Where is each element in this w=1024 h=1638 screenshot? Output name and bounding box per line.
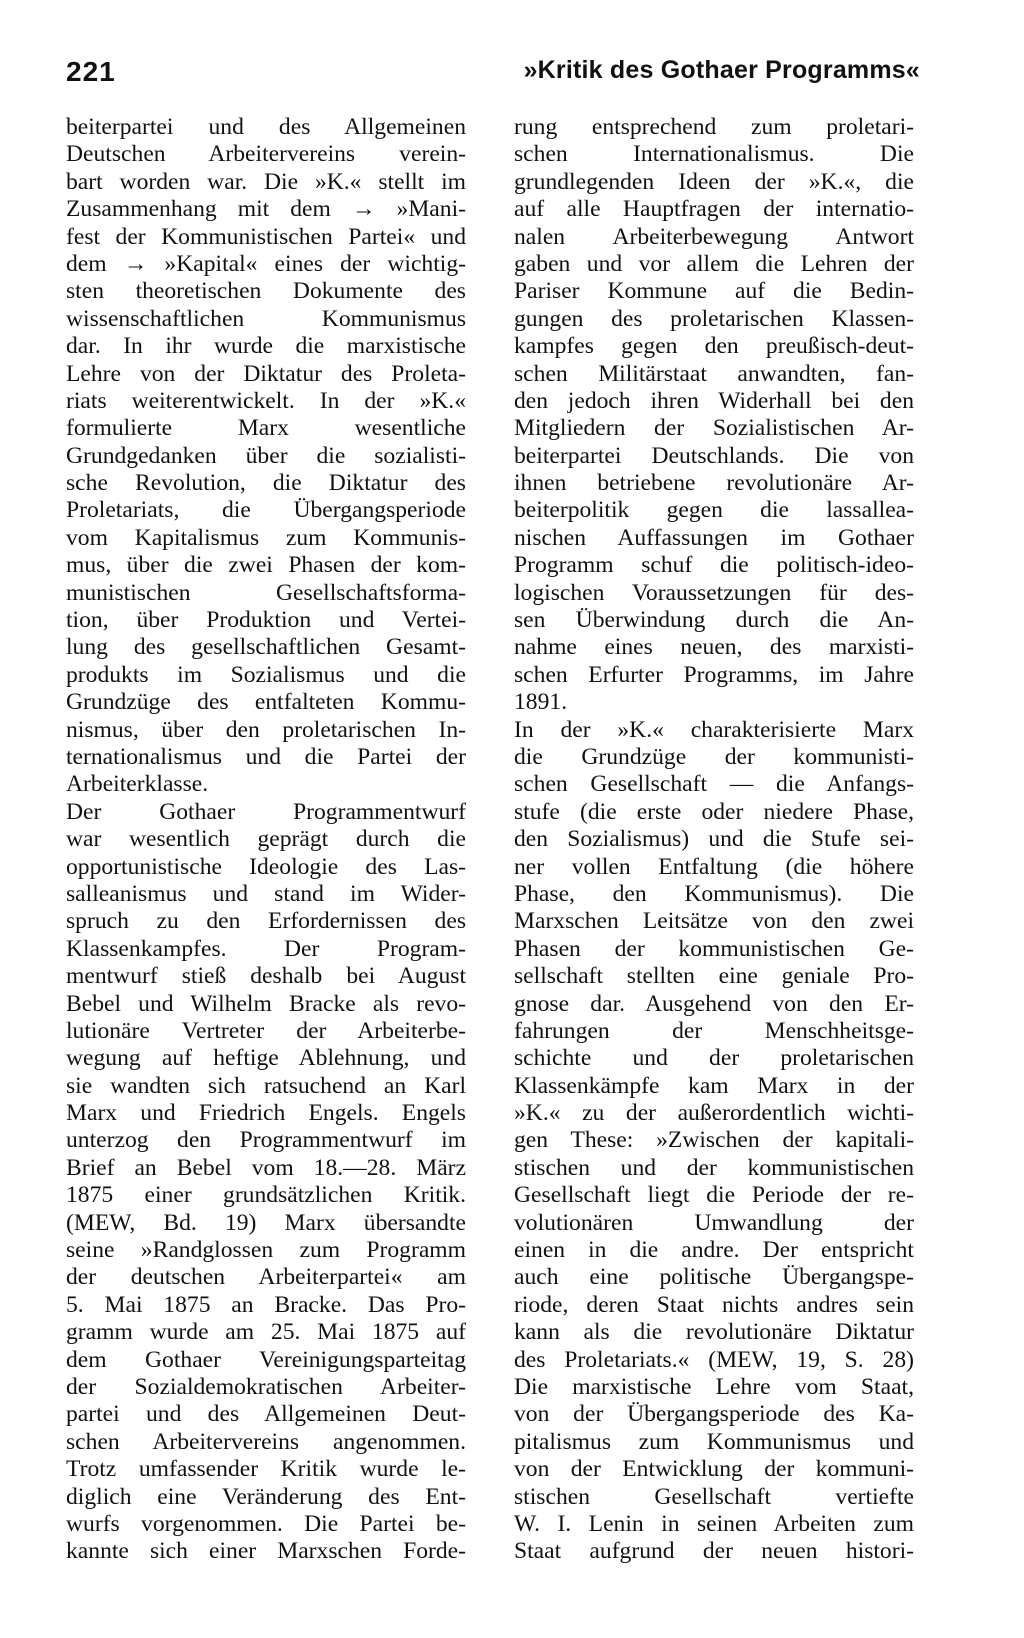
text-line: einen in die andre. Der entspricht bbox=[514, 1237, 914, 1264]
text-line: Phasen der kommunistischen Ge- bbox=[514, 935, 914, 962]
text-line: Arbeiterklasse. bbox=[66, 771, 209, 798]
text-line: In der »K.« charakterisierte Marx bbox=[514, 716, 914, 743]
text-line: wegung auf heftige Ablehnung, und bbox=[66, 1045, 466, 1072]
text-line: Der Gothaer Programmentwurf bbox=[66, 798, 466, 825]
text-line: Bebel und Wilhelm Bracke als revo- bbox=[66, 990, 466, 1017]
text-line: salleanismus und stand im Wider- bbox=[66, 880, 466, 907]
text-line: schen Internationalismus. Die bbox=[514, 141, 914, 168]
text-line: stischen und der kommunistischen bbox=[514, 1154, 914, 1181]
text-line: 1891. bbox=[514, 689, 568, 716]
text-line: riats weiterentwickelt. In der »K.« bbox=[66, 387, 466, 414]
text-line: Staat aufgrund der neuen histori- bbox=[514, 1538, 914, 1565]
text-line: lung des gesellschaftlichen Gesamt- bbox=[66, 634, 466, 661]
text-line: kannte sich einer Marxschen Forde- bbox=[66, 1538, 466, 1565]
text-line: grundlegenden Ideen der »K.«, die bbox=[514, 168, 914, 195]
text-line: gen These: »Zwischen der kapitali- bbox=[514, 1127, 914, 1154]
text-line: Klassenkampfes. Der Program- bbox=[66, 935, 466, 962]
text-line: W. I. Lenin in seinen Arbeiten zum bbox=[514, 1510, 914, 1537]
text-line: Marx und Friedrich Engels. Engels bbox=[66, 1100, 466, 1127]
text-line: riode, deren Staat nichts andres sein bbox=[514, 1291, 914, 1318]
text-line: war wesentlich geprägt durch die bbox=[66, 826, 466, 853]
text-line: von der Entwicklung der kommuni- bbox=[514, 1456, 914, 1483]
text-line: nahme eines neuen, des marxisti- bbox=[514, 634, 914, 661]
text-line: nismus, über den proletarischen In- bbox=[66, 716, 466, 743]
text-line: partei und des Allgemeinen Deut- bbox=[66, 1401, 466, 1428]
text-line: den jedoch ihren Widerhall bei den bbox=[514, 387, 914, 414]
text-line: nalen Arbeiterbewegung Antwort bbox=[514, 223, 914, 250]
right-text-column bbox=[514, 114, 914, 1566]
text-line: 5. Mai 1875 an Bracke. Das Pro- bbox=[66, 1291, 466, 1318]
text-line: ternationalismus und die Partei der bbox=[66, 743, 466, 770]
page-header bbox=[58, 50, 920, 90]
text-line: volutionären Umwandlung der bbox=[514, 1209, 914, 1236]
text-line: ner vollen Entfaltung (die höhere bbox=[514, 853, 914, 880]
text-line: schichte und der proletarischen bbox=[514, 1045, 914, 1072]
text-line: stufe (die erste oder niedere Phase, bbox=[514, 798, 914, 825]
text-line: Lehre von der Diktatur des Proleta- bbox=[66, 360, 466, 387]
text-line: kampfes gegen den preußisch-deut- bbox=[514, 333, 914, 360]
text-line: munistischen Gesellschaftsforma- bbox=[66, 579, 466, 606]
text-line: schen Erfurter Programms, im Jahre bbox=[514, 661, 914, 688]
text-line: gungen des proletarischen Klassen- bbox=[514, 305, 914, 332]
text-line: Zusammenhang mit dem → »Mani- bbox=[66, 196, 466, 223]
text-line: Deutschen Arbeitervereins verein- bbox=[66, 141, 466, 168]
text-line: beiterpolitik gegen die lassallea- bbox=[514, 497, 914, 524]
text-line: stischen Gesellschaft vertiefte bbox=[514, 1483, 914, 1510]
text-line: Programm schuf die politisch-ideo- bbox=[514, 552, 914, 579]
text-line: »K.« zu der außerordentlich wichti- bbox=[514, 1100, 914, 1127]
text-line: unterzog den Programmentwurf im bbox=[66, 1127, 466, 1154]
text-line: sche Revolution, die Diktatur des bbox=[66, 470, 466, 497]
text-line: Klassenkämpfe kam Marx in der bbox=[514, 1072, 914, 1099]
text-line: der Sozialdemokratischen Arbeiter- bbox=[66, 1373, 466, 1400]
text-line: formulierte Marx wesentliche bbox=[66, 415, 466, 442]
text-line: logischen Voraussetzungen für des- bbox=[514, 579, 914, 606]
text-line: die Grundzüge der kommunisti- bbox=[514, 743, 914, 770]
text-line: Pariser Kommune auf die Bedin- bbox=[514, 278, 914, 305]
text-line: beiterpartei und des Allgemeinen bbox=[66, 114, 466, 140]
text-line: lutionäre Vertreter der Arbeiterbe- bbox=[66, 1017, 466, 1044]
text-line: nischen Auffassungen im Gothaer bbox=[514, 524, 914, 551]
text-line: mentwurf stieß deshalb bei August bbox=[66, 963, 466, 990]
text-line: vom Kapitalismus zum Kommunis- bbox=[66, 524, 466, 551]
text-line: den Sozialismus) und die Stufe sei- bbox=[514, 826, 914, 853]
text-line: Die marxistische Lehre vom Staat, bbox=[514, 1373, 914, 1400]
text-line: Grundzüge des entfalteten Kommu- bbox=[66, 689, 466, 716]
text-line: dem → »Kapital« eines der wichtig- bbox=[66, 250, 466, 277]
text-line: sellschaft stellten eine geniale Pro- bbox=[514, 963, 914, 990]
running-title: »Kritik des Gothaer Programms« bbox=[523, 56, 920, 84]
page-number: 221 bbox=[66, 56, 116, 87]
text-line: schen Gesellschaft — die Anfangs- bbox=[514, 771, 914, 798]
text-line: rung entsprechend zum proletari- bbox=[514, 114, 914, 140]
text-line: beiterpartei Deutschlands. Die von bbox=[514, 442, 914, 469]
text-line: Marxschen Leitsätze von den zwei bbox=[514, 908, 914, 935]
text-line: von der Übergangsperiode des Ka- bbox=[514, 1401, 914, 1428]
text-line: schen Militärstaat anwandten, fan- bbox=[514, 360, 914, 387]
text-line: gramm wurde am 25. Mai 1875 auf bbox=[66, 1319, 466, 1346]
text-line: schen Arbeitervereins angenommen. bbox=[66, 1428, 466, 1455]
text-line: mus, über die zwei Phasen der kom- bbox=[66, 552, 466, 579]
text-line: diglich eine Veränderung des Ent- bbox=[66, 1483, 466, 1510]
text-line: auch eine politische Übergangspe- bbox=[514, 1264, 914, 1291]
text-line: 1875 einer grundsätzlichen Kritik. bbox=[66, 1182, 466, 1209]
text-line: Trotz umfassender Kritik wurde le- bbox=[66, 1456, 466, 1483]
text-line: produkts im Sozialismus und die bbox=[66, 661, 466, 688]
text-line: spruch zu den Erfordernissen des bbox=[66, 908, 466, 935]
text-line: Brief an Bebel vom 18.—28. März bbox=[66, 1154, 466, 1181]
text-line: bart worden war. Die »K.« stellt im bbox=[66, 168, 466, 195]
text-line: des Proletariats.« (MEW, 19, S. 28) bbox=[514, 1346, 914, 1373]
text-line: wurfs vorgenommen. Die Partei be- bbox=[66, 1510, 466, 1537]
text-line: wissenschaftlichen Kommunismus bbox=[66, 305, 466, 332]
text-line: tion, über Produktion und Vertei- bbox=[66, 607, 466, 634]
text-line: dar. In ihr wurde die marxistische bbox=[66, 333, 466, 360]
text-line: pitalismus zum Kommunismus und bbox=[514, 1428, 914, 1455]
text-line: fahrungen der Menschheitsge- bbox=[514, 1017, 914, 1044]
text-line: Phase, den Kommunismus). Die bbox=[514, 880, 914, 907]
text-line: Gesellschaft liegt die Periode der re- bbox=[514, 1182, 914, 1209]
text-line: auf alle Hauptfragen der internatio- bbox=[514, 196, 914, 223]
text-line: sie wandten sich ratsuchend an Karl bbox=[66, 1072, 466, 1099]
text-line: ihnen betriebene revolutionäre Ar- bbox=[514, 470, 914, 497]
text-line: fest der Kommunistischen Partei« und bbox=[66, 223, 466, 250]
text-line: (MEW, Bd. 19) Marx übersandte bbox=[66, 1209, 466, 1236]
text-line: Proletariats, die Übergangsperiode bbox=[66, 497, 466, 524]
left-text-column bbox=[66, 114, 466, 1566]
text-line: der deutschen Arbeiterpartei« am bbox=[66, 1264, 466, 1291]
text-line: seine »Randglossen zum Programm bbox=[66, 1237, 466, 1264]
text-line: opportunistische Ideologie des Las- bbox=[66, 853, 466, 880]
text-line: Mitgliedern der Sozialistischen Ar- bbox=[514, 415, 914, 442]
text-line: gaben und vor allem die Lehren der bbox=[514, 250, 914, 277]
text-line: sen Überwindung durch die An- bbox=[514, 607, 914, 634]
text-line: gnose dar. Ausgehend von den Er- bbox=[514, 990, 914, 1017]
text-line: sten theoretischen Dokumente des bbox=[66, 278, 466, 305]
text-line: Grundgedanken über die sozialisti- bbox=[66, 442, 466, 469]
text-line: kann als die revolutionäre Diktatur bbox=[514, 1319, 914, 1346]
text-line: dem Gothaer Vereinigungsparteitag bbox=[66, 1346, 466, 1373]
